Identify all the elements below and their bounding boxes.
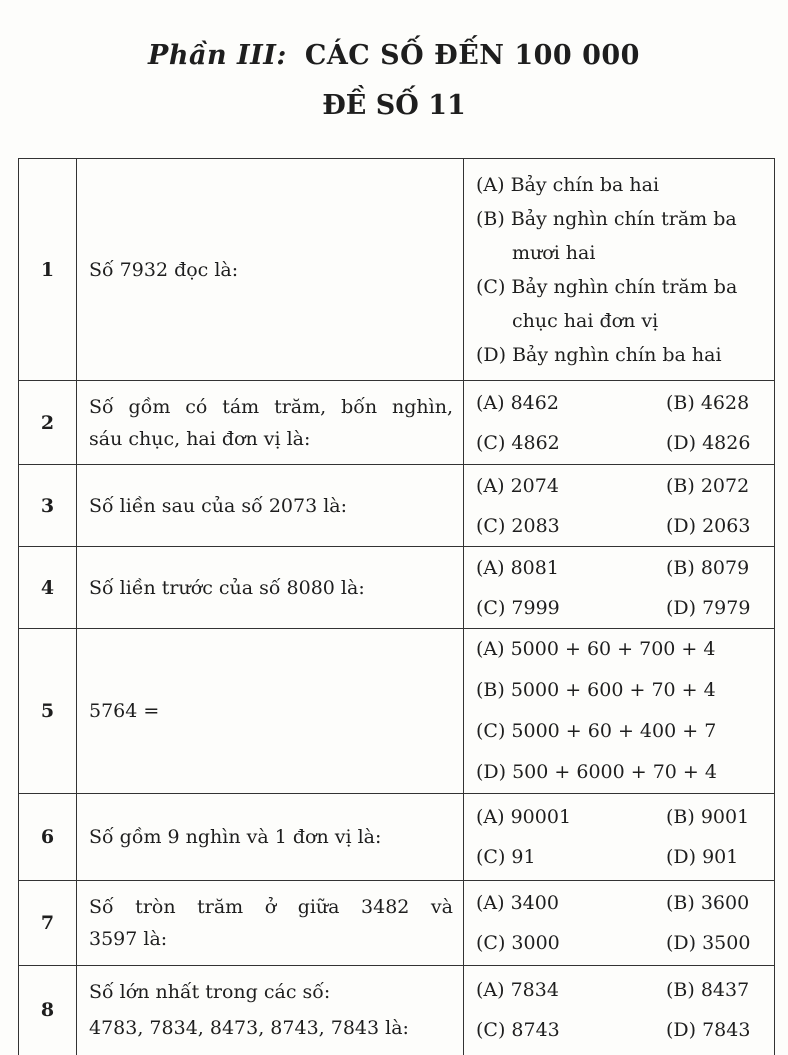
option-b: (B) 8437: [666, 979, 750, 1002]
question-row: [19, 465, 775, 547]
question-row: [19, 966, 775, 1055]
question-text: Số liền trước của số 8080 là:: [77, 547, 464, 629]
question-text-line: Số tròn trăm ở giữa 3482 và: [89, 896, 453, 918]
question-text: [77, 966, 464, 1055]
answer-options: [464, 794, 775, 881]
option-a: (A) Bảy chín ba hai: [476, 173, 660, 196]
option-b: (B) 3600: [666, 892, 750, 914]
exam-title: ĐỀ SỐ 11: [322, 90, 466, 121]
option-b-continued: mươi hai: [512, 241, 596, 264]
question-number: 5: [19, 629, 77, 794]
answer-options: [464, 381, 775, 465]
option-a: (A) 90001: [476, 806, 572, 828]
question-text: [77, 881, 464, 966]
question-number: 7: [19, 881, 77, 966]
option-c: (C) 7999: [476, 596, 560, 619]
option-d: (D) 3500: [666, 932, 751, 954]
option-b: (B) 5000 + 600 + 70 + 4: [476, 679, 716, 701]
question-number: 2: [19, 381, 77, 465]
option-d: (D) 7843: [666, 1019, 751, 1042]
part-title: [0, 36, 788, 76]
answer-options: [464, 966, 775, 1055]
option-a: (A) 5000 + 60 + 700 + 4: [476, 638, 716, 660]
option-c: (C) 91: [476, 846, 536, 868]
option-c-continued: chục hai đơn vị: [512, 309, 659, 332]
option-c: (C) 3000: [476, 932, 560, 954]
option-b: (B) 8079: [666, 556, 750, 579]
part-heading: CÁC SỐ ĐẾN 100 000: [304, 40, 640, 71]
option-b: (B) Bảy nghìn chín trăm ba: [476, 207, 737, 230]
question-text: Số 7932 đọc là:: [77, 159, 464, 381]
page-header: [0, 36, 788, 126]
option-c: (C) 4862: [476, 431, 560, 454]
option-a: (A) 7834: [476, 979, 559, 1002]
answer-options: [464, 881, 775, 966]
option-a: (A) 8462: [476, 391, 559, 414]
answer-options: [464, 159, 775, 381]
answer-options: [464, 629, 775, 794]
answer-options: [464, 547, 775, 629]
question-text-line: sáu chục, hai đơn vị là:: [89, 427, 311, 450]
question-number: 8: [19, 966, 77, 1055]
option-d: (D) 2063: [666, 514, 751, 537]
question-text: [77, 381, 464, 465]
question-text: Số gồm 9 nghìn và 1 đơn vị là:: [77, 794, 464, 881]
option-a: (A) 8081: [476, 556, 559, 579]
question-number: 6: [19, 794, 77, 881]
option-b: (B) 9001: [666, 806, 750, 828]
option-c: (C) 8743: [476, 1019, 560, 1042]
question-number: 3: [19, 465, 77, 547]
option-d: (D) 4826: [666, 431, 751, 454]
question-row: [19, 381, 775, 465]
question-row: [19, 794, 775, 881]
question-number: 4: [19, 547, 77, 629]
question-text: 5764 =: [77, 629, 464, 794]
question-text-line: 3597 là:: [89, 928, 168, 950]
option-d: (D) 500 + 6000 + 70 + 4: [476, 761, 717, 783]
option-c: (C) 5000 + 60 + 400 + 7: [476, 720, 717, 742]
question-row: [19, 881, 775, 966]
option-b: (B) 2072: [666, 474, 750, 497]
question-text-line: Số lớn nhất trong các số:: [89, 981, 331, 1004]
question-number: 1: [19, 159, 77, 381]
question-text-line: Số gồm có tám trăm, bốn nghìn,: [89, 395, 453, 418]
question-row: [19, 159, 775, 381]
option-a: (A) 2074: [476, 474, 559, 497]
option-d: (D) Bảy nghìn chín ba hai: [476, 343, 722, 366]
option-d: (D) 7979: [666, 596, 751, 619]
part-label: Phần III:: [148, 40, 287, 71]
question-table: [18, 158, 775, 1055]
question-text-line: 4783, 7834, 8473, 8743, 7843 là:: [89, 1017, 409, 1040]
option-b: (B) 4628: [666, 391, 750, 414]
question-row: [19, 547, 775, 629]
question-text: Số liền sau của số 2073 là:: [77, 465, 464, 547]
option-d: (D) 901: [666, 846, 739, 868]
option-c: (C) 2083: [476, 514, 560, 537]
option-a: (A) 3400: [476, 892, 559, 914]
question-row: [19, 629, 775, 794]
answer-options: [464, 465, 775, 547]
option-c: (C) Bảy nghìn chín trăm ba: [476, 275, 738, 298]
